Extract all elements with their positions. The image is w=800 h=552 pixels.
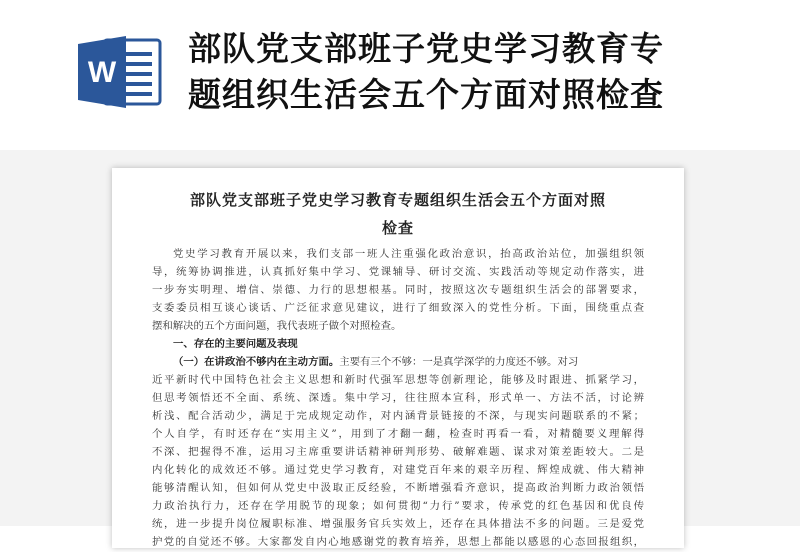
page-title (188, 26, 748, 118)
header (0, 0, 800, 150)
document-title-line-1: 部队党支部班子党史学习教育专题组织生活会五个方面对照 (189, 191, 606, 209)
subsection-heading: （一）在讲政治不够内在主动方面。 (173, 356, 340, 368)
body-line: 不深、把握得不准，运用习主席重要讲话精神研判形势、破解难题、谋求对策差距较大。二是 (152, 446, 644, 458)
body-line: 导，统筹协调推进，认真抓好集中学习、党课辅导、研讨交流、实践活动等规定动作落实，进 (152, 266, 644, 278)
body-line-text: 主要有三个不够：一是真学深学的力度还不够。对习 (339, 356, 579, 368)
body-line: 析浅、配合活动少，满足于完成规定动作，对内涵背景链接的不深，与现实问题联系的不紧； (152, 410, 644, 422)
body-line: 党史学习教育开展以来，我们支部一班人注重强化政治意识，抬高政治站位，加强组织领 (173, 248, 644, 260)
word-icon-letter: W (87, 56, 117, 89)
document-title (136, 186, 660, 242)
body-line: 一步夯实明理、增信、崇德、力行的思想根基。同时，按照这次专题组织生活会的部署要求， (152, 284, 644, 296)
body-line: 能够清醒认知，但如何从党史中汲取正反经验，不断增强看齐意识，提高政治判断力政治领悟 (152, 482, 644, 494)
body-line: 内化转化的成效还不够。通过党史学习教育，对建党百年来的艰辛历程、辉煌成就、伟大精神 (152, 464, 644, 476)
document-title-line-2: 检查 (381, 219, 414, 237)
body-line: 摆和解决的五个方面问题，我代表班子做个对照检查。 (152, 320, 402, 332)
body-line: 统，进一步提升岗位履职标准、增强服务官兵实效上，还存在具体措法不多的问题。三是爱党 (152, 518, 644, 530)
section-heading: 一、存在的主要问题及表现 (173, 338, 298, 350)
body-line: 近平新时代中国特色社会主义思想和新时代强军思想等创新理论，能够及时跟进、抓紧学习， (152, 374, 644, 386)
page-title-line-1: 部队党支部班子党史学习教育专 (188, 29, 664, 68)
body-line: 个人自学，有时还存在“实用主义”，用到了才翻一翻，检查时再看一看，对精髓要义理解得 (152, 428, 644, 440)
page-title-line-2: 题组织生活会五个方面对照检查 (188, 75, 664, 114)
body-line (152, 354, 644, 372)
body-line: 力政治执行力，还存在学用脱节的现象；如何贯彻“力行”要求，传承党的红色基因和优良传 (152, 500, 644, 512)
body-line: 护党的自觉还不够。大家都发自内心地感谢党的教育培养，思想上都能以感恩的心态回报组织， (152, 536, 644, 548)
word-document-icon (78, 34, 164, 110)
body-line: 但思考领悟还不全面、系统、深透。集中学习，往往照本宣科，形式单一、方法不活，讨论辨 (152, 392, 644, 404)
body-line: 支委委员相互谈心谈话、广泛征求意见建议，进行了细致深入的党性分析。下面，围绕重点查 (152, 302, 644, 314)
document-page[interactable] (112, 168, 684, 548)
